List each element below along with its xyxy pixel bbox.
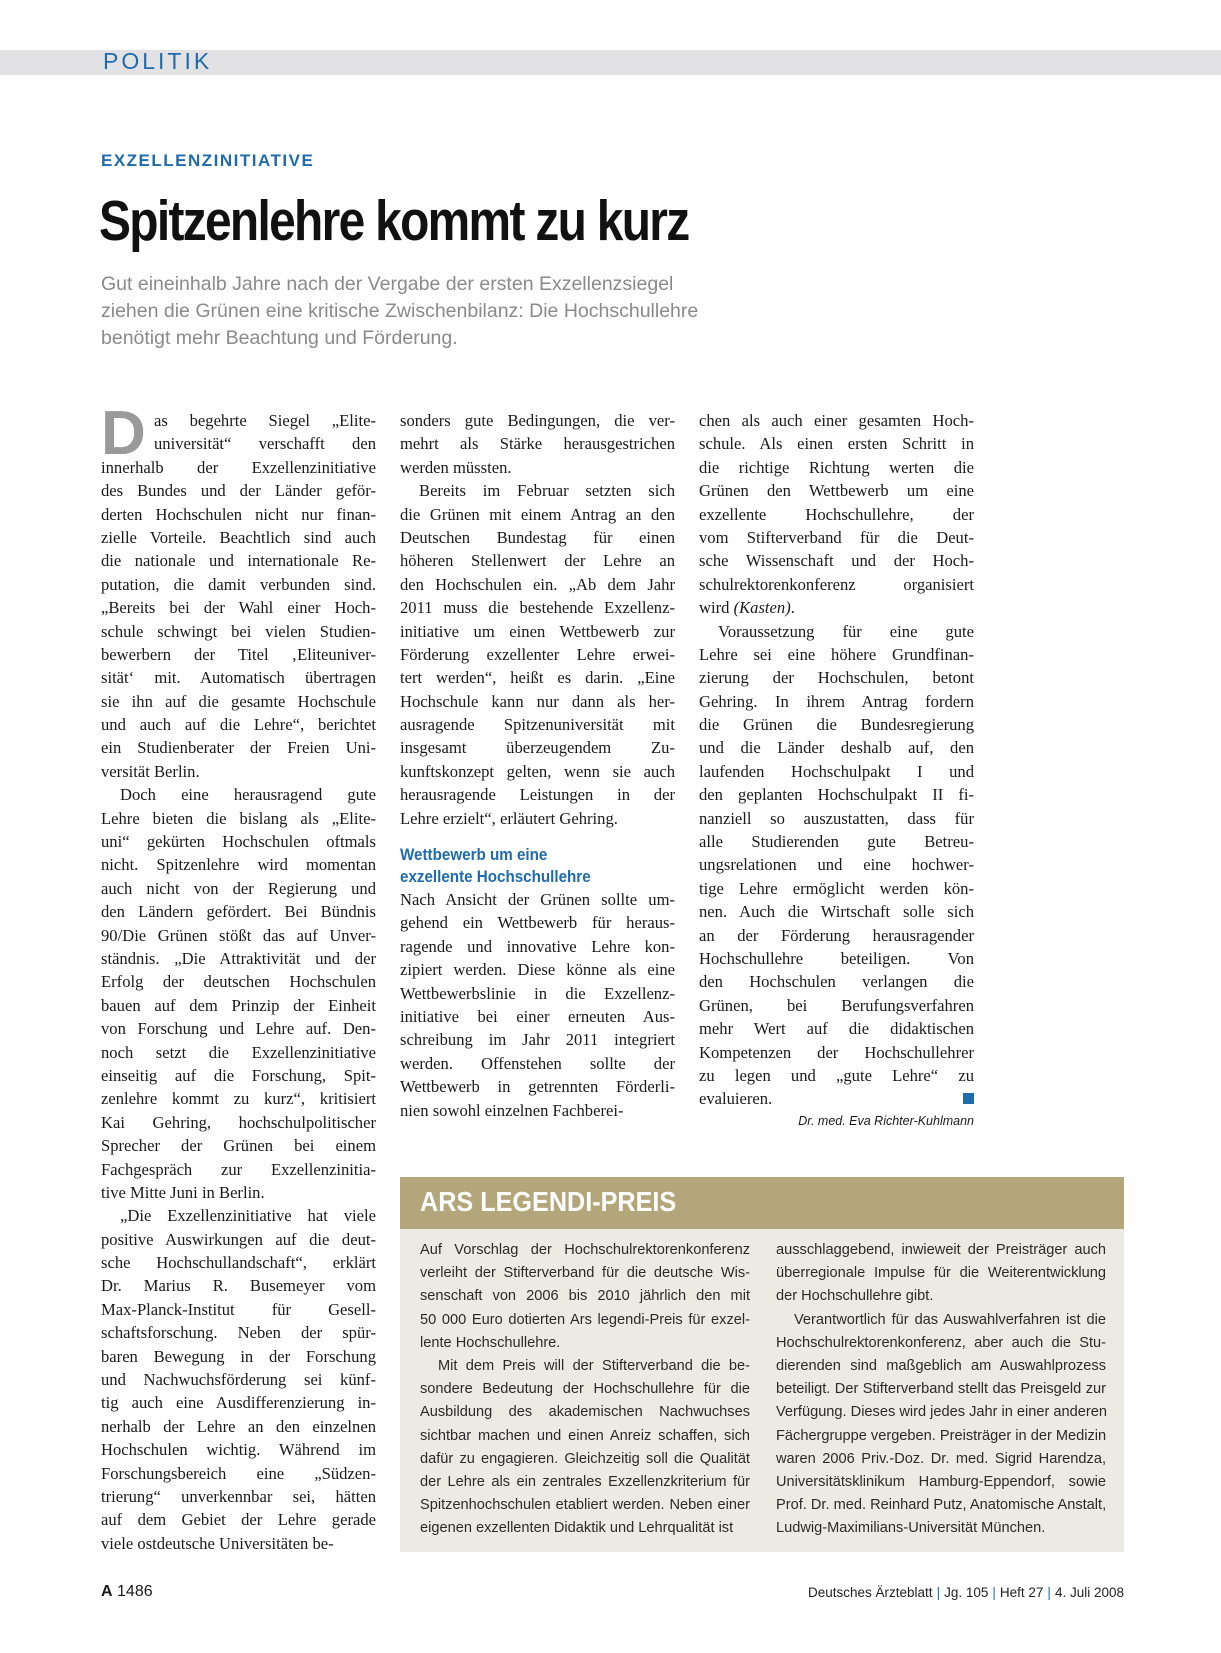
text-line: sonders gute Bedingungen, die ver- xyxy=(400,411,675,430)
text-line: insgesamt überzeugendem Zu- xyxy=(400,738,675,758)
text-line: noch setzt die Exzellenzinitiative xyxy=(101,1042,376,1062)
text-line: gehend ein Wettbewerb für heraus- xyxy=(400,913,675,933)
text-line: Sprecher der Grünen bei einem xyxy=(101,1136,376,1156)
text-line: Universitätsklinikum Hamburg-Eppendorf, sowie xyxy=(776,1473,1106,1490)
text-line: Verfügung. Dieses wird jedes Jahr in einer anderen xyxy=(776,1404,1107,1421)
text-line: putation, die damit verbunden sind. xyxy=(101,574,376,594)
text-line: den geplanten Hochschulpakt II fi- xyxy=(699,785,974,805)
subhead-line: exzellente Hochschullehre xyxy=(400,868,591,887)
text-line: „Die Exzellenzinitiative hat viele xyxy=(120,1206,376,1226)
text-line: bauen auf dem Prinzip der Einheit xyxy=(101,995,376,1015)
info-box xyxy=(400,1177,1124,1552)
text-line: evaluieren. xyxy=(699,1087,974,1110)
text-line: as begehrte Siegel „Elite- xyxy=(154,411,376,430)
text-line: nerhalb der Lehre an den einzelnen xyxy=(101,1416,376,1436)
text-line: alle Studierenden gute Betreu- xyxy=(699,832,974,852)
text-line: Kompetenzen der Hochschullehrer xyxy=(699,1042,974,1062)
text-line: des Bundes und der Länder geför- xyxy=(101,481,376,501)
text-line: Verantwortlich für das Auswahlverfahren ist die xyxy=(794,1311,1106,1328)
text-line: schule. Als einen ersten Schritt in xyxy=(699,434,974,454)
text-line: und die Länder deshalb auf, den xyxy=(699,738,974,758)
text-line: uni“ gekürten Hochschulen oftmals xyxy=(101,832,376,852)
text-line: Hochschulrektorenkonferenz, aber auch die Stu- xyxy=(776,1334,1106,1351)
text-line: schulrektorenkonferenz organisiert xyxy=(699,574,974,594)
text-line: ständnis. „Die Attraktivität und der xyxy=(101,948,376,968)
text-line: Bereits im Februar setzten sich xyxy=(419,481,675,501)
text-line: Förderung exzellenter Lehre erwei- xyxy=(400,644,675,664)
text-line: Mit dem Preis will der Stifterverband die be- xyxy=(438,1357,750,1374)
text-line: werden müssten. xyxy=(400,457,512,477)
text-line: auch nicht von der Regierung und xyxy=(101,878,376,898)
text-line: Grünen, bei Berufungsverfahren xyxy=(699,995,974,1015)
text-line: die nationale und internationale Re- xyxy=(101,551,376,571)
text-line: nien sowohl einzelnen Fachberei- xyxy=(400,1100,624,1120)
text-line: Kai Gehring, hochschulpolitischer xyxy=(101,1112,376,1132)
text-line: 90/Die Grünen stößt das auf Unver- xyxy=(101,925,376,945)
text-line: Max-Planck-Institut für Gesell- xyxy=(101,1299,376,1319)
text-line: ausschlaggebend, inwieweit der Preisträger auch xyxy=(776,1242,1106,1258)
text-line: die Grünen mit einem Antrag an den xyxy=(400,504,675,524)
text-line: dafür zu engagieren. Gleichzeitig soll die Qualität xyxy=(420,1450,750,1467)
text-line: lente Hochschullehre. xyxy=(420,1334,561,1351)
text-line: initiative um einen Wettbewerb zur xyxy=(400,621,675,641)
text-line: waren 2006 Priv.-Doz. Dr. med. Sigrid Harendza, xyxy=(776,1450,1106,1467)
text-line: werden. Offenstehen sollte der xyxy=(400,1053,675,1073)
text-line: trierung“ unverkennbar sei, hätten xyxy=(101,1486,376,1506)
footer-divider: | xyxy=(992,1585,996,1600)
lede-line: ziehen die Grünen eine kritische Zwischenbilanz: Die Hochschullehre xyxy=(101,300,699,322)
article-lede xyxy=(101,271,821,352)
lede-line: Gut eineinhalb Jahre nach der Vergabe der ersten Exzellenzsiegel xyxy=(101,273,674,295)
text-line: nicht. Spitzenlehre wird momentan xyxy=(101,855,376,875)
text-line: zierung der Hochschulen, betont xyxy=(699,668,974,688)
article-byline: Dr. med. Eva Richter-Kuhlmann xyxy=(798,1113,974,1128)
article-kicker: EXZELLENZINITIATIVE xyxy=(101,151,315,170)
text-line: der Hochschullehre gibt. xyxy=(776,1288,934,1305)
text-line: wird (Kasten). xyxy=(699,598,795,618)
info-box-column-2 xyxy=(776,1239,1106,1540)
text-line: den Hochschulen ein. „Ab dem Jahr xyxy=(400,574,675,594)
text-line: exzellente Hochschullehre, der xyxy=(699,504,974,524)
text-line: kunftskonzept gelten, wenn sie auch xyxy=(400,761,675,781)
text-line: die richtige Richtung werten die xyxy=(699,457,974,477)
text-line: Deutschen Bundestag für einen xyxy=(400,527,675,547)
info-box-header xyxy=(400,1177,1124,1229)
text-line: bewerbern der Titel ‚Eliteuniver- xyxy=(101,644,376,664)
text-line: schule schwingt bei vielen Studien- xyxy=(101,621,376,641)
text-line: von Forschung und Lehre auf. Den- xyxy=(101,1019,376,1039)
journal-footer xyxy=(808,1585,1124,1600)
text-line: Nach Ansicht der Grünen sollte um- xyxy=(400,890,675,910)
text-line: Ludwig-Maximilians-Universität München. xyxy=(776,1520,1046,1537)
box-reference: (Kasten) xyxy=(733,598,791,618)
text-line: mehrt als Stärke herausgestrichen xyxy=(400,434,675,454)
text-line: sie ihn auf die gesamte Hochschule xyxy=(101,691,376,711)
text-line: viele ostdeutsche Universitäten be- xyxy=(101,1533,334,1553)
text-line: tive Mitte Juni in Berlin. xyxy=(101,1182,265,1202)
info-box-title: ARS LEGENDI-PREIS xyxy=(420,1186,677,1217)
text-line: innerhalb der Exzellenzinitiative xyxy=(101,457,376,477)
text-line: Fächergruppe vergeben. Preisträger in der Medizin xyxy=(776,1427,1107,1444)
text-line: Forschungsbereich eine „Südzen- xyxy=(101,1463,376,1483)
article-column-1 xyxy=(101,399,376,1555)
text-line: 50 000 Euro dotierten Ars legendi-Preis für exzel- xyxy=(420,1311,750,1328)
page-number-value: 1486 xyxy=(117,1583,153,1600)
text-line: sche Hochschullandschaft“, erklärt xyxy=(101,1253,376,1273)
text-line: den Hochschulen verlangen die xyxy=(699,972,974,992)
text-line: Hochschule kann nur dann als her- xyxy=(400,691,675,711)
text-line: Prof. Dr. med. Reinhard Putz, Anatomische Anstalt, xyxy=(776,1497,1107,1514)
text-line: sichtbar machen und einen Anreiz schaffen, sich xyxy=(420,1427,750,1444)
text-line: Ausbildung des akademischen Nachwuchses xyxy=(420,1404,750,1421)
text-line: Auf Vorschlag der Hochschulrektorenkonferenz xyxy=(420,1242,750,1258)
text-line: schaftsforschung. Neben der spür- xyxy=(101,1323,376,1343)
journal-volume: Jg. 105 xyxy=(944,1585,989,1600)
text-line: sondere Bedeutung der Hochschullehre für die xyxy=(420,1381,750,1398)
text-line: laufenden Hochschulpakt I und xyxy=(699,761,974,781)
text-line: höheren Stellenwert der Lehre an xyxy=(400,551,675,571)
text-line: den Ländern gefördert. Bei Bündnis xyxy=(101,902,376,922)
lede-line: benötigt mehr Beachtung und Förderung. xyxy=(101,327,458,349)
text-line: derten Hochschulen nicht nur finan- xyxy=(101,504,376,524)
text-line: und auch auf die Lehre“, berichtet xyxy=(101,715,376,735)
page-number xyxy=(101,1583,153,1601)
text-line: Wettbewerbslinie in die Exzellenz- xyxy=(400,983,675,1003)
text-line: ragende und innovative Lehre kon- xyxy=(400,936,675,956)
page-prefix: A xyxy=(101,1583,113,1600)
text-line: versität Berlin. xyxy=(101,761,200,781)
text-line: initiative bei einer erneuten Aus- xyxy=(400,1006,675,1026)
end-of-article-marker xyxy=(963,1093,974,1104)
text-line: Voraussetzung für eine gute xyxy=(718,621,974,641)
text-line: 2011 muss die bestehende Exzellenz- xyxy=(400,598,675,618)
footer-divider: | xyxy=(936,1585,941,1600)
text-line: Gehring. In ihrem Antrag fordern xyxy=(699,691,974,711)
text-line: sität‘ mit. Automatisch übertragen xyxy=(101,668,376,688)
text-line: senschaft von 2006 bis 2010 jährlich den mit xyxy=(420,1288,750,1305)
text-line: Hochschulen wichtig. Während im xyxy=(101,1440,376,1460)
article-column-2 xyxy=(400,409,675,1122)
text-line: universität“ verschafft den xyxy=(154,434,376,454)
text-line: auf dem Gebiet der Lehre gerade xyxy=(101,1510,376,1530)
text-line: zielle Vorteile. Beachtlich sind auch xyxy=(101,527,376,547)
journal-date: 4. Juli 2008 xyxy=(1054,1585,1124,1600)
spacer xyxy=(400,830,675,844)
text-line: ungsrelationen und eine hochwer- xyxy=(699,855,974,875)
text-line: nanziell so auszustatten, dass für xyxy=(699,808,974,828)
text-line: Doch eine herausragend gute xyxy=(120,785,376,805)
text-line: „Bereits bei der Wahl einer Hoch- xyxy=(101,598,376,618)
text-line: und Nachwuchsförderung sei künf- xyxy=(101,1370,376,1390)
text-line: ein Studienberater der Freien Uni- xyxy=(101,738,376,758)
article-headline: Spitzenlehre kommt zu kurz xyxy=(99,189,689,253)
text-line: verleiht der Stifterverband für die deutsche Wis- xyxy=(420,1265,750,1282)
text-line: Fachgespräch zur Exzellenzinitia- xyxy=(101,1159,376,1179)
text-line: überregionale Impulse für die Weiterentwicklung xyxy=(776,1265,1106,1282)
text-line: Erfolg der deutschen Hochschulen xyxy=(101,972,376,992)
subhead-line: Wettbewerb um eine xyxy=(400,846,548,865)
journal-name: Deutsches Ärzteblatt xyxy=(808,1585,933,1600)
text-line: Lehre sei eine höhere Grundfinan- xyxy=(699,644,974,664)
text-line: sche Wissenschaft und der Hoch- xyxy=(699,551,974,571)
text-line: ausragende Spitzenuniversität mit xyxy=(400,715,675,735)
text-line: mehr Wert auf die didaktischen xyxy=(699,1019,974,1039)
text-line: zenlehre kommt zu kurz“, kritisiert xyxy=(101,1089,376,1109)
text-line: beteiligt. Der Stifterverband stellt das Preisgeld zur xyxy=(776,1381,1106,1398)
text-line: tige Lehre ermöglicht werden kön- xyxy=(699,878,974,898)
text-line: nen. Auch die Wirtschaft solle sich xyxy=(699,902,974,922)
text-line: an der Förderung herausragender xyxy=(699,925,974,945)
text-line: chen als auch einer gesamten Hoch- xyxy=(699,411,974,430)
text-line: zu legen und „gute Lehre“ zu xyxy=(699,1065,974,1085)
text-line: tig auch eine Ausdifferenzierung in- xyxy=(101,1393,376,1413)
text-line: eigenen exzellenten Didaktik und Lehrqualität ist xyxy=(420,1520,734,1537)
text-line: schreibung im Jahr 2011 integriert xyxy=(400,1030,675,1050)
text-line: Hochschullehre beteiligen. Von xyxy=(699,948,974,968)
text-line: Lehre bieten die bislang als „Elite- xyxy=(101,808,376,828)
text-line: einseitig auf die Forschung, Spit- xyxy=(101,1065,376,1085)
text-line: herausragende Leistungen in der xyxy=(400,785,675,805)
text-line: vom Stifterverband für die Deut- xyxy=(699,527,974,547)
footer-divider: | xyxy=(1047,1585,1051,1600)
article-column-3 xyxy=(699,409,974,1131)
text-line: Wettbewerb in getrennten Förderli- xyxy=(400,1077,675,1097)
text-line: die Grünen die Bundesregierung xyxy=(699,715,974,735)
text-line: Spitzenhochschulen etabliert werden. Neben einer xyxy=(420,1497,750,1514)
section-label: POLITIK xyxy=(103,48,213,74)
journal-issue: Heft 27 xyxy=(999,1585,1044,1600)
text-line: positive Auswirkungen auf die deut- xyxy=(101,1229,376,1249)
text-line: tert werden“, heißt es darin. „Eine xyxy=(400,668,675,688)
text-line: Lehre erzielt“, erläutert Gehring. xyxy=(400,808,618,828)
text-line: zipiert werden. Diese könne als eine xyxy=(400,960,675,980)
info-box-column-1 xyxy=(420,1239,750,1540)
text-line: dierenden sind maßgeblich am Auswahlprozess xyxy=(776,1357,1106,1374)
text-line: baren Bewegung in der Forschung xyxy=(101,1346,376,1366)
text-line: der Lehre als ein zentrales Exzellenzkriterium für xyxy=(420,1473,750,1490)
drop-cap: D xyxy=(101,399,146,468)
text-line: Dr. Marius R. Busemeyer vom xyxy=(101,1276,376,1296)
text-line: Grünen den Wettbewerb um eine xyxy=(699,481,974,501)
